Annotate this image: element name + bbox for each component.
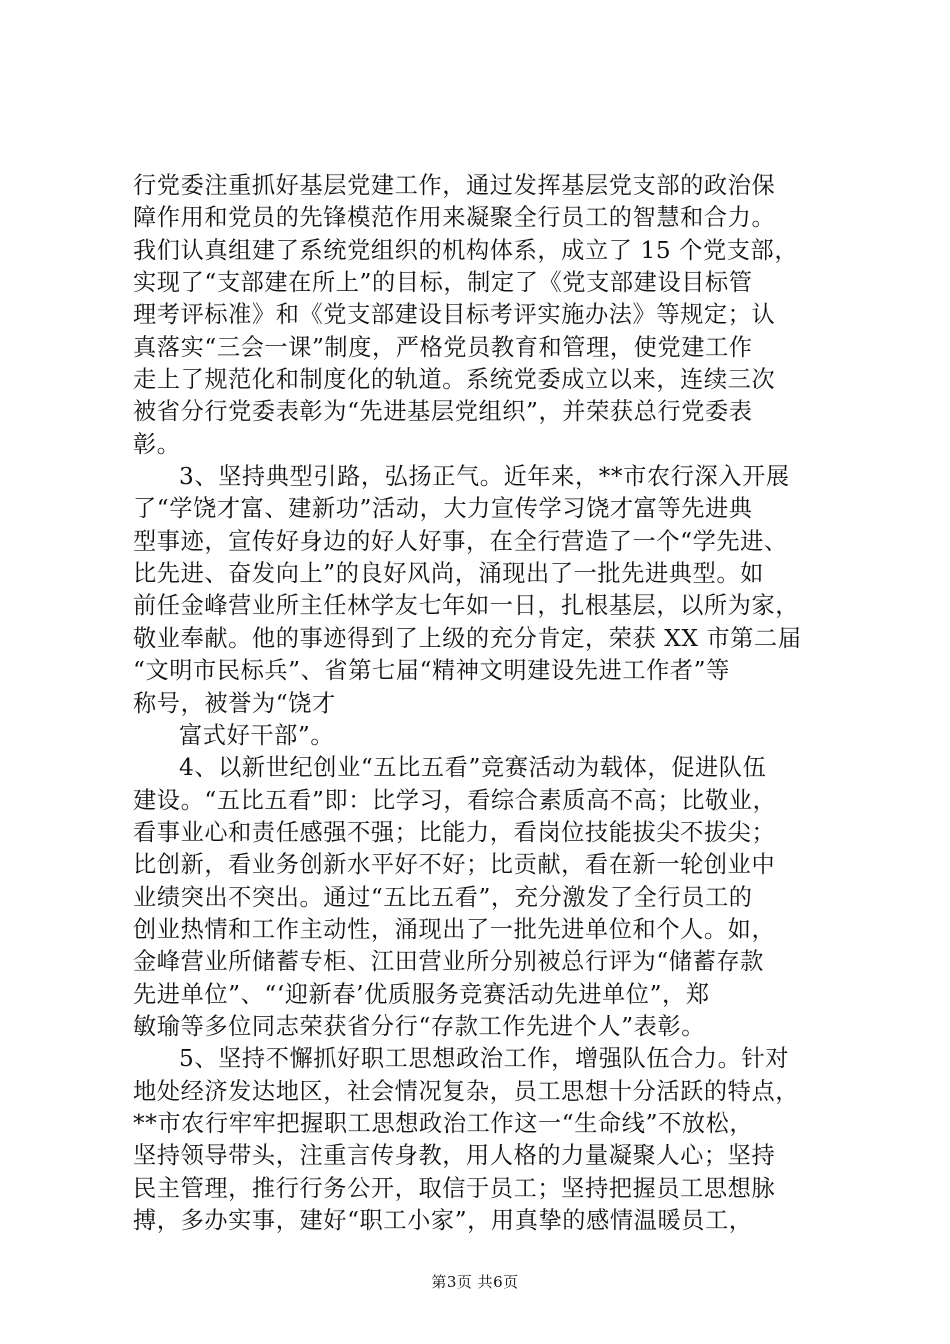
text-line: 敬业奉献。他的事迹得到了上级的充分肯定，荣获 XX 市第二届 [133,624,802,652]
text-line: 坚持领导带头，注重言传身教，用人格的力量凝聚人心；坚持 [133,1142,776,1170]
text-line: 3、坚持典型引路，弘扬正气。近年来，**市农行深入开展 [179,463,790,491]
text-line: 行党委注重抓好基层党建工作，通过发挥基层党支部的政治保 [133,172,776,199]
text-line: 理考评标准》和《党支部建设目标考评实施办法》等规定；认 [133,301,776,329]
text-line: 地处经济发达地区，社会情况复杂，员工思想十分活跃的特点， [133,1077,800,1105]
text-line: 富式好干部”。 [179,721,335,749]
text-line: 真落实“三会一课”制度，严格党员教育和管理，使党建工作 [133,333,753,361]
text-line: 建设。“五比五看”即：比学习，看综合素质高不高；比敬业， [133,786,777,814]
text-line: 金峰营业所储蓄专柜、江田营业所分别被总行评为“储蓄存款 [133,948,764,976]
text-line: 彰。 [133,430,181,458]
text-line: 前任金峰营业所主任林学友七年如一日，扎根基层，以所为家， [133,592,800,620]
text-line: 业绩突出不突出。通过“五比五看”，充分激发了全行员工的 [133,883,753,911]
text-line: 创业热情和工作主动性，涌现出了一批先进单位和个人。如， [133,915,776,943]
text-line: 了“学饶才富、建新功”活动，大力宣传学习饶才富等先进典 [133,495,753,523]
text-line: 障作用和党员的先锋模范作用来凝聚全行员工的智慧和合力。 [133,204,776,232]
text-line: 型事迹，宣传好身边的好人好事，在全行营造了一个“学先进、 [133,527,788,555]
document-body [133,170,833,1237]
text-line: 比先进、奋发向上”的良好风尚，涌现出了一批先进典型。如 [133,560,764,588]
text-line: 敏瑜等多位同志荣获省分行“存款工作先进个人”表彰。 [133,1012,706,1040]
text-line: 称号，被誉为“饶才 [133,689,336,717]
text-line: 比创新，看业务创新水平好不好；比贡献，看在新一轮创业中 [133,851,776,879]
text-line: 搏，多办实事，建好“职工小家”，用真挚的感情温暖员工， [133,1207,753,1234]
page-footer: 第3页 共6页 [431,1273,519,1291]
text-line: 实现了“支部建在所上”的目标，制定了《党支部建设目标管 [133,269,753,297]
text-line: 我们认真组建了系统党组织的机构体系，成立了 15 个党支部， [133,236,799,264]
text-line: 5、坚持不懈抓好职工思想政治工作，增强队伍合力。针对 [179,1045,790,1073]
text-line: “文明市民标兵”、省第七届“精神文明建设先进工作者”等 [133,657,730,685]
text-line: 看事业心和责任感强不强；比能力，看岗位技能拔尖不拔尖； [133,818,776,846]
text-line: 走上了规范化和制度化的轨道。系统党委成立以来，连续三次 [133,366,776,394]
text-line: 被省分行党委表彰为“先进基层党组织”，并荣获总行党委表 [133,398,753,426]
text-line: 先进单位”、“‘迎新春’优质服务竞赛活动先进单位”，郑 [133,980,710,1008]
text-line: **市农行牢牢把握职工思想政治工作这一“生命线”不放松， [133,1109,754,1137]
text-line: 4、以新世纪创业“五比五看”竞赛活动为载体，促进队伍 [179,754,767,782]
text-line: 民主管理，推行行务公开，取信于员工；坚持把握员工思想脉 [133,1174,776,1202]
